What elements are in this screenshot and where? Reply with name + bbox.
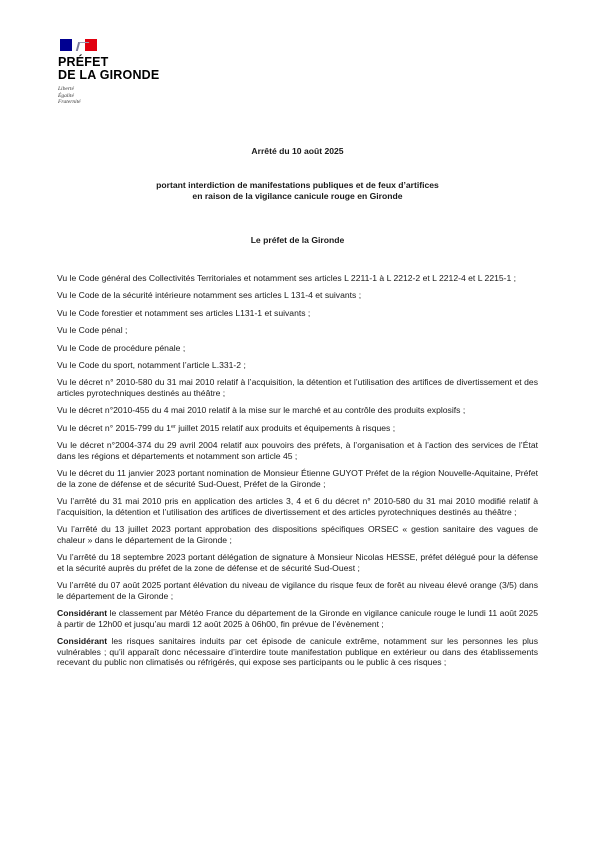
visa-paragraph: Vu le décret n°2004-374 du 29 avril 2004 relatif aux pouvoirs des préfets, à l’organisation et à l’action des services de l’État dans les régions et départements et notamment son article 45 ; — [57, 440, 538, 461]
visa-paragraph: Vu le Code du sport, notamment l’article L.331-2 ; — [57, 359, 246, 370]
visa-paragraph: Vu le Code général des Collectivités Territoriales et notamment ses articles L 2211-1 à L 2212-2 et L 2212-4 et L 2215-1 ; — [57, 273, 517, 283]
visa-paragraph: Vu l’arrêté du 07 août 2025 portant élévation du niveau de vigilance du risque feux de forêt au niveau élevé orange (3/5) dans le département de la Gironde ; — [57, 580, 538, 601]
visa-text-end: juillet 2015 relatif aux produits et équipements à risques ; — [175, 422, 396, 433]
visa-paragraph: Vu le décret n°2010-455 du 4 mai 2010 relatif à la mise sur le marché et au contrôle des produits explosifs ; — [57, 405, 466, 416]
prefecture-logo — [58, 39, 178, 106]
consideration-keyword: Considérant — [57, 608, 108, 619]
visa-paragraph: Vu le Code forestier et notamment ses articles L131-1 et suivants ; — [57, 307, 311, 318]
visa-paragraph: Vu l’arrêté du 31 mai 2010 pris en application des articles 3, 4 et 6 du décret n° 2010-580 du 31 mai 2010 modifié relatif à l’acquisition, la détention et l’utilisation des artifices de divertissement et des articles pyrotechniques destinés au théâtre ; — [57, 496, 538, 517]
consideration-text: les risques sanitaires induits par cet épisode de canicule extrême, notamment sur les personnes les plus vulnérables ; qu’il apparaît donc nécessaire d’interdire toute manifestation publique en extérieur ou dans des établissements recevant du public non climatisés ou réfrigérés, qui expose ses participants ou le public à ces risques ; — [57, 636, 538, 668]
authority-heading: Le préfet de la Gironde — [250, 235, 345, 245]
marianne-flag-icon — [60, 39, 97, 51]
republic-motto — [58, 86, 178, 106]
arrete-subject-line-2: en raison de la vigilance canicule rouge en Gironde — [192, 190, 403, 201]
visa-text-start: Vu le décret n° 2015-799 du 1 — [57, 422, 171, 433]
visa-paragraph — [57, 423, 538, 434]
visas-and-considerations — [57, 273, 538, 668]
institution-line-2: DE LA GIRONDE — [58, 68, 160, 82]
motto-liberte: Liberté — [58, 86, 74, 92]
arrete-title: Arrêté du 10 août 2025 — [251, 146, 344, 156]
ordinal-superscript: er — [170, 423, 176, 430]
visa-paragraph: Vu le décret du 11 janvier 2023 portant nomination de Monsieur Étienne GUYOT Préfet de la région Nouvelle-Aquitaine, Préfet de la zone de défense et de sécurité Sud-Ouest, Préfet de la Gironde ; — [57, 468, 538, 489]
visa-paragraph: Vu le Code de la sécurité intérieure notamment ses articles L 131-4 et suivants ; — [57, 290, 362, 301]
visa-paragraph: Vu l’arrêté du 13 juillet 2023 portant approbation des dispositions spécifiques ORSEC « gestion sanitaire des vagues de chaleur » dans le département de la Gironde ; — [57, 524, 538, 545]
consideration-paragraph — [57, 608, 538, 629]
visa-paragraph: Vu le Code pénal ; — [57, 325, 128, 336]
arrete-subject-line-1: portant interdiction de manifestations publiques et de feux d’artifices — [156, 180, 439, 190]
arrete-subject — [57, 180, 538, 201]
visa-paragraph: Vu le décret n° 2010-580 du 31 mai 2010 relatif à l’acquisition, la détention et l’utilisation des artifices de divertissement et des articles pyrotechniques destinés au théâtre ; — [57, 377, 538, 398]
consideration-keyword: Considérant — [57, 636, 108, 646]
institution-line-1: PRÉFET — [58, 55, 109, 69]
motto-fraternite: Fraternité — [58, 99, 81, 105]
motto-egalite: Égalité — [58, 92, 74, 99]
visa-paragraph: Vu l’arrêté du 18 septembre 2023 portant délégation de signature à Monsieur Nicolas HESSE, préfet délégué pour la défense et la sécurité auprès du préfet de la zone de défense et de sécurité Sud-Ouest ; — [57, 552, 538, 573]
institution-name — [58, 56, 178, 82]
visa-paragraph: Vu le Code de procédure pénale ; — [57, 342, 186, 353]
consideration-paragraph — [57, 636, 538, 668]
consideration-text: le classement par Météo France du département de la Gironde en vigilance canicule rouge le lundi 11 août 2025 à partir de 12h00 et jusqu’au mardi 12 août 2025 à 06h00, fin prévue de l’évènement ; — [57, 608, 538, 629]
